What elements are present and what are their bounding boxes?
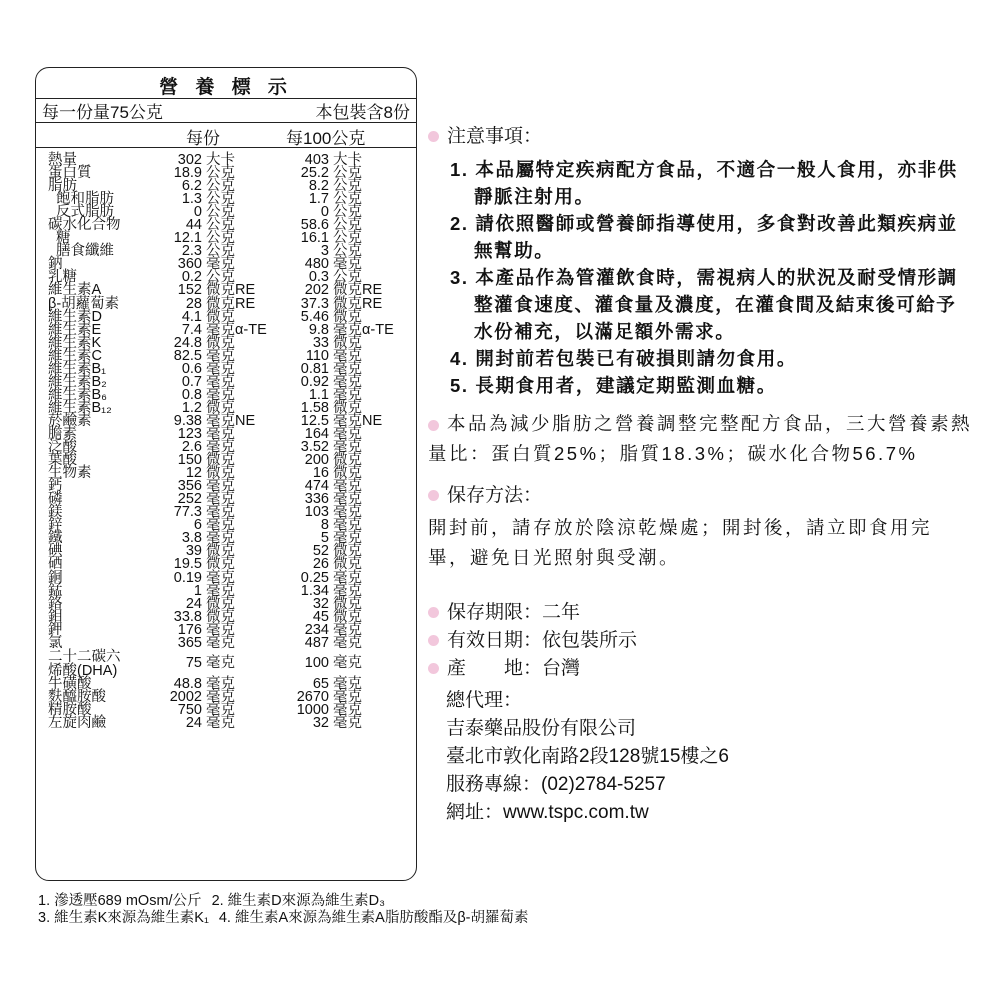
value-per-100g: 200 — [304, 452, 329, 469]
value-per-serving: 123 — [177, 425, 202, 442]
nutrient-name: 泛酸 — [48, 439, 77, 456]
unit-per-100g: 公克 — [333, 217, 362, 234]
unit-per-serving: 微克 — [206, 595, 235, 612]
unit-per-serving: 微克RE — [206, 295, 256, 312]
nutrient-name: 碳水化合物 — [48, 217, 121, 234]
nutrient-name: 維生素D — [48, 308, 102, 325]
value-per-serving: 77.3 — [173, 504, 202, 521]
unit-per-serving: 大卡 — [206, 152, 235, 168]
nutrient-name: 飽和脂肪 — [48, 191, 115, 208]
unit-per-100g: 毫克 — [333, 621, 362, 638]
unit-per-100g: 毫克α-TE — [333, 321, 394, 338]
unit-per-serving: 微克 — [206, 465, 235, 482]
nutrient-name: 反式脂肪 — [48, 204, 115, 221]
value-per-100g: 3.52 — [300, 439, 329, 456]
nutrient-name: 維生素A — [48, 282, 102, 299]
unit-per-100g: 毫克 — [333, 714, 362, 731]
nutrient-name: 葉酸 — [48, 452, 77, 469]
panel-title: 營 養 標 示 — [159, 77, 293, 98]
nutrient-name: 乳糖 — [48, 269, 77, 286]
storage-text: 開封前，請存放於陰涼乾燥處；開封後，請立即食用完畢，避免日光照射與受潮。 — [428, 517, 933, 568]
value-per-100g: 164 — [304, 425, 329, 442]
value-per-serving: 0.8 — [181, 386, 202, 403]
notice-item: 3. 本產品作為管灌飲食時，需視病人的狀況及耐受情形調整灌食速度、灌食量及濃度，在灌食間及結束後可給予水份補充，以滿足額外需求。 — [450, 267, 958, 342]
agent-label: 總代理： — [446, 690, 523, 711]
origin: 產 地：台灣 — [428, 655, 973, 683]
notice-heading: 注意事項： — [428, 120, 973, 154]
footnotes — [38, 893, 539, 927]
value-per-serving: 0 — [193, 204, 202, 221]
unit-per-serving: 微克 — [206, 452, 235, 469]
nutrient-name: 鈉 — [48, 256, 63, 273]
nutrient-name: 維生素C — [48, 347, 102, 364]
value-per-100g: 0.92 — [300, 373, 329, 390]
agent-phone: 服務專線：(02)2784-5257 — [446, 774, 666, 795]
value-per-100g: 9.8 — [308, 321, 329, 338]
unit-per-serving: 公克 — [206, 178, 235, 195]
bullet-icon — [428, 635, 439, 646]
value-per-serving: 302 — [177, 152, 202, 168]
nutrient-name: 牛磺酸 — [48, 675, 92, 692]
value-per-100g: 25.2 — [300, 165, 329, 182]
nutrient-name: 鉀 — [48, 621, 63, 638]
unit-per-serving: 毫克 — [206, 714, 235, 731]
bullet-icon — [428, 131, 439, 142]
value-per-serving: 365 — [177, 634, 202, 651]
nutrient-name: 生物素 — [48, 465, 92, 482]
value-per-100g: 8.2 — [308, 178, 329, 195]
unit-per-100g: 公克 — [333, 165, 362, 182]
unit-per-serving: 毫克 — [206, 347, 235, 364]
value-per-serving: 252 — [177, 491, 202, 508]
nutrient-name: 維生素B₆ — [48, 386, 108, 403]
value-per-serving: 44 — [185, 217, 202, 234]
value-per-100g: 16 — [312, 465, 329, 482]
value-per-100g: 45 — [312, 608, 329, 625]
value-per-serving: 24 — [185, 595, 202, 612]
value-per-100g: 8 — [320, 517, 329, 534]
servings-per-package: 本包裝含8份 — [315, 103, 410, 122]
value-per-100g: 1.34 — [300, 582, 329, 599]
unit-per-serving: 毫克 — [206, 675, 235, 692]
nutrient-name: 膽素 — [48, 425, 77, 442]
value-per-serving: 2.3 — [181, 243, 202, 260]
value-per-serving: 176 — [177, 621, 202, 638]
value-per-serving: 19.5 — [173, 556, 202, 573]
value-per-100g: 1.1 — [308, 386, 329, 403]
nutrition-panel — [35, 67, 417, 881]
nutrient-name: 糖 — [48, 230, 71, 247]
value-per-serving: 12 — [185, 465, 202, 482]
unit-per-serving: 毫克 — [206, 517, 235, 534]
value-per-100g: 58.6 — [300, 217, 329, 234]
footnote: 4. 維生素A來源為維生素A脂肪酸酯及β-胡羅蔔素 — [218, 910, 529, 926]
value-per-100g: 33 — [312, 334, 329, 351]
unit-per-100g: 微克 — [333, 452, 362, 469]
bullet-icon — [428, 490, 439, 501]
value-per-serving: 12.1 — [173, 230, 202, 247]
nutrient-name: 膳食纖維 — [48, 243, 115, 260]
value-per-serving: 1.2 — [181, 399, 202, 416]
value-per-100g: 1.58 — [300, 399, 329, 416]
unit-per-100g: 公克 — [333, 178, 362, 195]
value-per-serving: 1.3 — [181, 191, 202, 208]
nutrient-name: 精胺酸 — [48, 701, 92, 718]
value-per-serving: 750 — [177, 701, 202, 718]
nutrient-name: 銅 — [48, 569, 63, 586]
value-per-100g: 0.25 — [300, 569, 329, 586]
value-per-serving: 24.8 — [173, 334, 202, 351]
unit-per-serving: 微克 — [206, 334, 235, 351]
nutrient-row — [36, 714, 416, 731]
unit-per-100g: 微克 — [333, 334, 362, 351]
value-per-100g: 32 — [312, 714, 329, 731]
unit-per-100g: 毫克 — [333, 675, 362, 692]
nutrient-rows — [36, 154, 416, 730]
unit-per-serving: 毫克 — [206, 582, 235, 599]
nutrient-name: 維生素E — [48, 321, 102, 338]
divider — [36, 122, 416, 123]
nutrient-name: 維生素B₂ — [48, 373, 107, 390]
unit-per-serving: 毫克 — [206, 425, 235, 442]
unit-per-100g: 毫克 — [333, 517, 362, 534]
column-header-per-serving: 每份 — [186, 129, 220, 148]
nutrient-name: 鉬 — [48, 608, 63, 625]
value-per-serving: 75 — [185, 654, 202, 671]
nutrient-name: 氯 — [48, 634, 63, 651]
value-per-serving: 0.7 — [181, 373, 202, 390]
unit-per-serving: 毫克 — [206, 654, 235, 671]
unit-per-100g: 毫克 — [333, 386, 362, 403]
unit-per-100g: 毫克 — [333, 634, 362, 651]
unit-per-serving: 毫克 — [206, 530, 235, 547]
unit-per-100g: 毫克 — [333, 701, 362, 718]
value-per-serving: 39 — [185, 543, 202, 560]
value-per-100g: 0.81 — [300, 360, 329, 377]
value-per-serving: 28 — [185, 295, 202, 312]
nutrient-name: 熱量 — [48, 152, 77, 168]
footnote: 3. 維生素K來源為維生素K₁ — [38, 910, 209, 926]
nutrient-name: 鐵 — [48, 530, 63, 547]
value-per-serving: 2.6 — [181, 439, 202, 456]
unit-per-serving: 毫克 — [206, 360, 235, 377]
unit-per-serving: 毫克NE — [206, 412, 256, 429]
bullet-icon — [428, 607, 439, 618]
value-per-serving: 48.8 — [173, 675, 202, 692]
unit-per-100g: 毫克 — [333, 478, 362, 495]
unit-per-serving: 公克 — [206, 269, 235, 286]
unit-per-100g: 大卡 — [333, 152, 362, 168]
value-per-serving: 18.9 — [173, 165, 202, 182]
value-per-100g: 52 — [312, 543, 329, 560]
nutrient-name: 維生素K — [48, 334, 102, 351]
notice-item: 1. 本品屬特定疾病配方食品，不適合一般人食用，亦非供靜脈注射用。 — [450, 159, 958, 207]
nutrient-name: 鋅 — [48, 517, 63, 534]
unit-per-serving: 毫克 — [206, 373, 235, 390]
unit-per-serving: 公克 — [206, 204, 235, 221]
notice-item: 5. 長期食用者，建議定期監測血糖。 — [450, 375, 777, 396]
unit-per-serving: 毫克 — [206, 386, 235, 403]
value-per-100g: 5 — [320, 530, 329, 547]
unit-per-100g: 毫克NE — [333, 412, 383, 429]
agent-address: 臺北市敦化南路2段128號15樓之6 — [446, 746, 729, 767]
value-per-serving: 0.2 — [181, 269, 202, 286]
value-per-100g: 487 — [304, 634, 329, 651]
unit-per-100g: 微克 — [333, 399, 362, 416]
unit-per-serving: 毫克 — [206, 701, 235, 718]
unit-per-100g: 公克 — [333, 243, 362, 260]
unit-per-serving: 毫克 — [206, 688, 235, 705]
value-per-100g: 26 — [312, 556, 329, 573]
unit-per-serving: 毫克 — [206, 439, 235, 456]
value-per-100g: 202 — [304, 282, 329, 299]
value-per-100g: 110 — [305, 347, 329, 364]
unit-per-100g: 毫克 — [333, 654, 362, 671]
unit-per-serving: 微克 — [206, 608, 235, 625]
value-per-100g: 403 — [304, 152, 329, 168]
value-per-serving: 4.1 — [181, 308, 202, 325]
value-per-100g: 32 — [312, 595, 329, 612]
unit-per-100g: 毫克 — [333, 569, 362, 586]
unit-per-serving: 毫克α-TE — [206, 321, 267, 338]
nutrient-row — [36, 650, 416, 678]
unit-per-100g: 微克RE — [333, 282, 383, 299]
unit-per-100g: 公克 — [333, 269, 362, 286]
nutrient-name: 脂肪 — [48, 178, 77, 195]
nutrient-name: 硒 — [48, 556, 63, 573]
value-per-100g: 37.3 — [300, 295, 329, 312]
value-per-100g: 5.46 — [300, 308, 329, 325]
expiry-date: 有效日期：依包裝所示 — [428, 627, 973, 655]
value-per-100g: 336 — [304, 491, 329, 508]
nutrient-name: 蛋白質 — [48, 165, 92, 182]
unit-per-serving: 毫克 — [206, 491, 235, 508]
value-per-100g: 100 — [304, 654, 329, 671]
info-column — [428, 120, 973, 827]
unit-per-100g: 微克 — [333, 543, 362, 560]
nutrient-name: 維生素B₁₂ — [48, 399, 112, 416]
nutrient-name: 左旋肉鹼 — [48, 714, 106, 731]
unit-per-serving: 微克RE — [206, 282, 256, 299]
value-per-100g: 0.3 — [308, 269, 329, 286]
unit-per-100g: 毫克 — [333, 425, 362, 442]
unit-per-serving: 微克 — [206, 399, 235, 416]
bullet-icon — [428, 420, 439, 431]
value-per-100g: 103 — [304, 504, 329, 521]
unit-per-100g: 毫克 — [333, 688, 362, 705]
unit-per-100g: 微克 — [333, 308, 362, 325]
footnote: 1. 滲透壓689 mOsm/公斤 — [38, 893, 202, 909]
value-per-serving: 152 — [177, 282, 202, 299]
nutrient-name: 碘 — [48, 543, 63, 560]
value-per-100g: 1.7 — [308, 191, 329, 208]
value-per-serving: 3.8 — [181, 530, 202, 547]
unit-per-100g: 毫克 — [333, 256, 362, 273]
nutrient-name: 鎂 — [48, 504, 63, 521]
value-per-serving: 0.6 — [181, 360, 202, 377]
storage-heading: 保存方法： — [428, 479, 973, 513]
value-per-serving: 7.4 — [181, 321, 202, 338]
value-per-100g: 2670 — [296, 688, 329, 705]
unit-per-serving: 微克 — [206, 543, 235, 560]
nutrient-name: 菸鹼素 — [48, 412, 92, 429]
product-description: 本品為減少脂肪之營養調整完整配方食品，三大營養素熱量比：蛋白質25%；脂質18.3%；碳水化合物56.7% — [428, 413, 973, 464]
unit-per-serving: 公克 — [206, 217, 235, 234]
unit-per-serving: 毫克 — [206, 478, 235, 495]
notice-item: 4. 開封前若包裝已有破損則請勿食用。 — [450, 348, 797, 369]
nutrient-name: 錳 — [48, 582, 63, 599]
unit-per-100g: 公克 — [333, 230, 362, 247]
column-header-per-100g: 每100公克 — [286, 129, 366, 148]
unit-per-serving: 微克 — [206, 556, 235, 573]
unit-per-100g: 微克 — [333, 608, 362, 625]
value-per-100g: 3 — [320, 243, 329, 260]
unit-per-serving: 公克 — [206, 191, 235, 208]
unit-per-serving: 毫克 — [206, 634, 235, 651]
unit-per-serving: 毫克 — [206, 256, 235, 273]
unit-per-100g: 毫克 — [333, 347, 362, 364]
agent-company: 吉泰藥品股份有限公司 — [446, 718, 637, 739]
unit-per-100g: 微克 — [333, 556, 362, 573]
value-per-serving: 150 — [177, 452, 202, 469]
value-per-serving: 6.2 — [181, 178, 202, 195]
value-per-serving: 6 — [193, 517, 202, 534]
value-per-100g: 474 — [304, 478, 329, 495]
value-per-100g: 12.5 — [300, 412, 329, 429]
nutrient-name: 鉻 — [48, 595, 63, 612]
value-per-100g: 65 — [312, 675, 329, 692]
value-per-serving: 1 — [193, 582, 202, 599]
value-per-serving: 360 — [177, 256, 202, 273]
unit-per-100g: 微克RE — [333, 295, 383, 312]
value-per-serving: 24 — [185, 714, 202, 731]
unit-per-100g: 毫克 — [333, 373, 362, 390]
unit-per-100g: 毫克 — [333, 582, 362, 599]
nutrient-row — [36, 634, 416, 651]
unit-per-serving: 公克 — [206, 230, 235, 247]
nutrient-name: 維生素B₁ — [48, 360, 107, 377]
unit-per-100g: 毫克 — [333, 530, 362, 547]
unit-per-100g: 公克 — [333, 204, 362, 221]
notice-item: 2. 請依照醫師或營養師指導使用，多食對改善此類疾病並無幫助。 — [450, 213, 958, 261]
unit-per-100g: 微克 — [333, 465, 362, 482]
nutrient-name: 鈣 — [48, 478, 63, 495]
unit-per-serving: 毫克 — [206, 621, 235, 638]
unit-per-serving: 微克 — [206, 308, 235, 325]
unit-per-100g: 微克 — [333, 595, 362, 612]
bullet-icon — [428, 663, 439, 674]
unit-per-100g: 毫克 — [333, 439, 362, 456]
unit-per-serving: 毫克 — [206, 569, 235, 586]
unit-per-100g: 毫克 — [333, 504, 362, 521]
shelf-life: 保存期限：二年 — [428, 599, 973, 627]
unit-per-100g: 公克 — [333, 191, 362, 208]
value-per-serving: 2002 — [169, 688, 202, 705]
value-per-100g: 234 — [304, 621, 329, 638]
unit-per-serving: 公克 — [206, 243, 235, 260]
nutrient-name: 磷 — [48, 491, 63, 508]
unit-per-100g: 毫克 — [333, 360, 362, 377]
value-per-serving: 0.19 — [173, 569, 202, 586]
divider — [36, 147, 416, 148]
unit-per-serving: 毫克 — [206, 504, 235, 521]
agent-website: 網址：www.tspc.com.tw — [446, 802, 649, 823]
nutrient-name: 二十二碳六 烯酸(DHA) — [48, 648, 121, 679]
nutrient-name: 麩醯胺酸 — [48, 688, 106, 705]
serving-size: 每一份量75公克 — [42, 103, 163, 122]
value-per-serving: 356 — [177, 478, 202, 495]
nutrient-name: β-胡蘿蔔素 — [48, 295, 120, 312]
value-per-serving: 82.5 — [173, 347, 202, 364]
value-per-serving: 9.38 — [173, 412, 202, 429]
value-per-serving: 33.8 — [173, 608, 202, 625]
value-per-100g: 1000 — [296, 701, 329, 718]
unit-per-serving: 公克 — [206, 165, 235, 182]
value-per-100g: 480 — [304, 256, 329, 273]
footnote: 2. 維生素D來源為維生素D₃ — [211, 893, 386, 909]
unit-per-100g: 毫克 — [333, 491, 362, 508]
value-per-100g: 0 — [320, 204, 329, 221]
value-per-100g: 16.1 — [300, 230, 329, 247]
